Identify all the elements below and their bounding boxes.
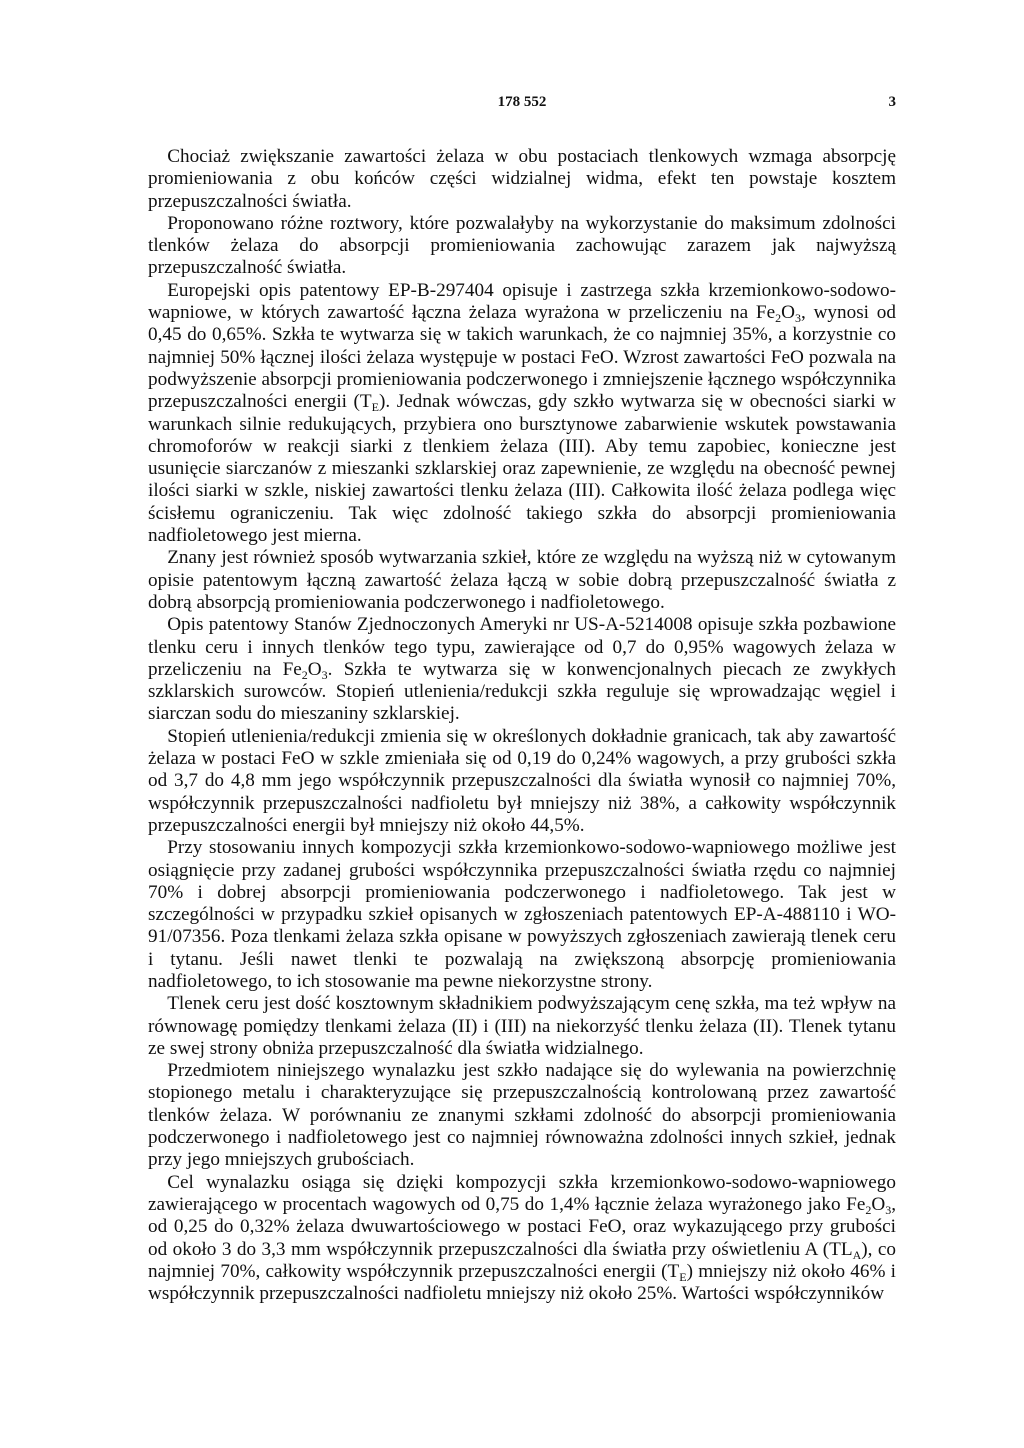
paragraph: Tlenek ceru jest dość kosztownym składnikiem podwyższającym cenę szkła, ma też wpływ na równowagę pomiędzy tlenkami żelaza (II) i (III) na niekorzyść tlenku żelaza (II). Tlenek tytanu ze swej strony obniża przepuszczalność dla światła widzialnego. — [148, 993, 896, 1059]
paragraph: Opis patentowy Stanów Zjednoczonych Ameryki nr US-A-5214008 opisuje szkła pozbawione tlenku ceru i innych tlenków tego typu, zawierające od 0,7 do 0,95% wagowych żelaza w przeliczeniu na $Fe_2O_3$. Szkła te wytwarza się w konwencjonalnych piecach ze zwykłych szklarskich surowców. Stopień utlenienia/redukcji szkła reguluje się wprowadzając węgiel i siarczan sodu do mieszaniny szklarskiej. — [148, 614, 896, 725]
paragraph: Chociaż zwiększanie zawartości żelaza w obu postaciach tlenkowych wzmaga absorpcję promieniowania z obu końców części widzialnej widma, efekt ten powstaje kosztem przepuszczalności światła. — [148, 146, 896, 212]
paragraph: Cel wynalazku osiąga się dzięki kompozycji szkła krzemionkowo-sodowo-wapniowego zawierającego w procentach wagowych od 0,75 do 1,4% łącznie żelaza wyrażonego jako $Fe_2O_3$, od 0,25 do 0,32% żelaza dwuwartościowego w postaci FeO, oraz wykazującego przy grubości od około 3 do 3,3 mm współczynnik przepuszczalności dla światła przy oświetleniu A $(TL_A)$, co najmniej 70%, całkowity współczynnik przepuszczalności energii $(T_E)$ mniejszy niż około 46% i współczynnik przepuszczalności nadfioletu mniejszy niż około 25%. Wartości współczynników — [148, 1171, 897, 1305]
page-header — [148, 94, 896, 116]
page-number: 3 — [888, 94, 896, 110]
paragraph: Europejski opis patentowy EP-B-297404 opisuje i zastrzega szkła krzemionkowo-sodowo-wapniowe, w których zawartość łączna żelaza wyrażona w przeliczeniu na $Fe_2O_3$, wynosi od 0,45 do 0,65%. Szkła te wytwarza się w takich warunkach, że co najmniej 35%, a korzystnie co najmniej 50% łącznej ilości żelaza występuje w postaci FeO. Wzrost zawartości FeO pozwala na podwyższenie absorpcji promieniowania podczerwonego i zmniejszenie łącznego współczynnika przepuszczalności energii $(T_E)$. Jednak wówczas, gdy szkło wytwarza się w obecności siarki w warunkach silnie redukujących, przybiera ono bursztynowe zabarwienie wskutek powstawania chromoforów w reakcji siarki z tlenkiem żelaza (III). Aby temu zapobiec, konieczne jest usunięcie siarczanów z mieszanki szklarskiej oraz zapewnienie, ze względu na obecność pewnej ilości siarki w szkle, niskiej zawartości tlenku żelaza (III). Całkowita ilość żelaza podlega więc ścisłemu ograniczeniu. Tak więc zdolność takiego szkła do absorpcji promieniowania nadfioletowego jest mierna. — [148, 279, 896, 547]
paragraph: Przedmiotem niniejszego wynalazku jest szkło nadające się do wylewania na powierzchnię stopionego metalu i charakteryzujące się przepuszczalnością kontrolowaną przez zawartość tlenków żelaza. W porównaniu ze znanymi szkłami zdolność do absorpcji promieniowania podczerwonego i nadfioletowego jest co najmniej równoważna zdolności innych szkieł, jednak przy jego mniejszych grubościach. — [148, 1060, 896, 1171]
paragraph: Przy stosowaniu innych kompozycji szkła krzemionkowo-sodowo-wapniowego możliwe jest osiągnięcie przy zadanej grubości współczynnika przepuszczalności światła rzędu co najmniej 70% i dobrej absorpcji promieniowania podczerwonego i nadfioletowego. Tak jest w szczególności w przypadku szkieł opisanych w zgłoszeniach patentowych EP-A-488110 i WO-91/07356. Poza tlenkami żelaza szkła opisane w powyższych zgłoszeniach zawierają tlenek ceru i tytanu. Jeśli nawet tlenki te pozwalają na zwiększoną absorpcję promieniowania nadfioletowego, to ich stosowanie ma pewne niekorzystne strony. — [148, 837, 896, 992]
paragraph: Znany jest również sposób wytwarzania szkieł, które ze względu na wyższą niż w cytowanym opisie patentowym łączną zawartość żelaza łączą w sobie dobrą przepuszczalność światła z dobrą absorpcją promieniowania podczerwonego i nadfioletowego. — [148, 547, 896, 613]
body-text — [148, 146, 896, 1305]
patent-number: 178 552 — [497, 94, 547, 110]
paragraph: Stopień utlenienia/redukcji zmienia się w określonych dokładnie granicach, tak aby zawartość żelaza w postaci FeO w szkle zmieniała się od 0,19 do 0,24% wagowych, a przy grubości szkła od 3,7 do 4,8 mm jego współczynnik przepuszczalności dla światła wynosił co najmniej 70%, współczynnik przepuszczalności nadfioletu był mniejszy niż 38%, a całkowity współczynnik przepuszczalności energii był mniejszy niż około 44,5%. — [148, 725, 896, 836]
paragraph: Proponowano różne roztwory, które pozwalałyby na wykorzystanie do maksimum zdolności tlenków żelaza do absorpcji promieniowania zachowując zarazem jak najwyższą przepuszczalność światła. — [148, 212, 896, 279]
